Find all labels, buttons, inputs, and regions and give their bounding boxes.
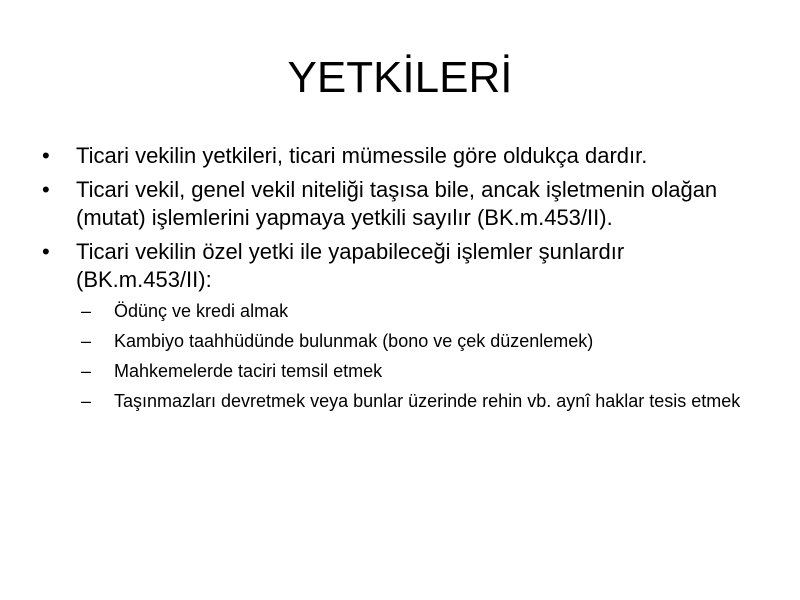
bullet-text: Ticari vekilin yetkileri, ticari mümessile göre oldukça dardır. [76,143,648,168]
dash-icon: – [81,301,92,321]
bullet-icon: • [42,143,50,168]
sub-bullet-text: Kambiyo taahhüdünde bulunmak (bono ve çek düzenlemek) [114,331,594,351]
sub-bullet-item [76,360,760,383]
bullet-list [40,142,760,413]
bullet-item [40,176,760,232]
dash-icon: – [81,361,92,381]
sub-bullet-list [76,300,760,413]
bullet-item [40,238,760,413]
sub-bullet-item [76,300,760,323]
bullet-icon: • [42,239,50,264]
dash-icon: – [81,331,92,351]
bullet-text: Ticari vekil, genel vekil niteliği taşısa bile, ancak işletmenin olağan (mutat) işlemlerini yapmaya yetkili sayılır (BK.m.453/II). [76,177,718,230]
sub-bullet-text: Ödünç ve kredi almak [114,301,289,321]
slide-content [40,142,760,420]
slide-title: YETKİLERİ [287,53,513,102]
bullet-item [40,142,760,170]
sub-bullet-text: Mahkemelerde taciri temsil etmek [114,361,383,381]
sub-bullet-item [76,390,760,413]
bullet-text: Ticari vekilin özel yetki ile yapabileceği işlemler şunlardır (BK.m.453/II): [76,239,625,292]
sub-bullet-item [76,330,760,353]
bullet-icon: • [42,177,50,202]
dash-icon: – [81,391,92,411]
sub-bullet-text: Taşınmazları devretmek veya bunlar üzerinde rehin vb. aynî haklar tesis etmek [114,391,741,411]
